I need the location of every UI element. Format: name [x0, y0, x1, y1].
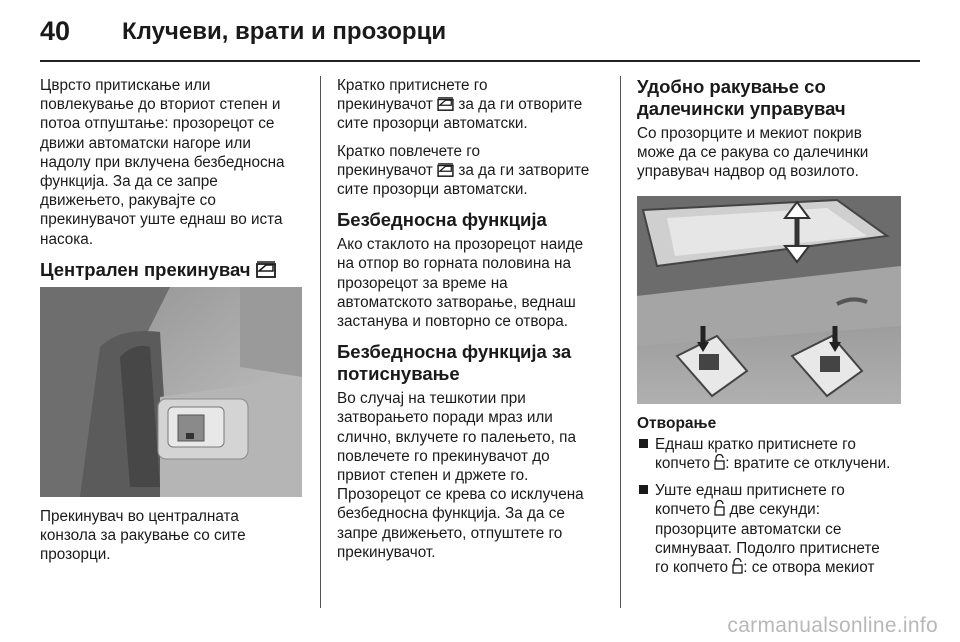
- close-paragraph: Кратко повлечете го прекинувачот за да ги затворите сите прозорци автоматски.: [337, 142, 590, 199]
- watermark: carmanualsonline.info: [727, 614, 938, 637]
- window-switch-icon: [256, 261, 276, 278]
- remote-window-figure: [637, 196, 901, 404]
- column-1: [40, 76, 308, 572]
- override-paragraph: Во случај на тешкотии при затворањето поради мраз или слично, вклучете го палењето, па повлечете го прекинувачот до првиот степен и држете го. Прозорецот се крева со исклучена безбедносна функција. За да се запре движењето, отпуштете го прекинувачот.: [337, 390, 584, 561]
- page-number: 40: [40, 16, 71, 46]
- intro-paragraph: Цврсто притискање или повлекување до вториот степен и потоа отпуштање: прозорецот се движи автоматски нагоре или надолу при вклучена безбедносна функција. За да се запре движењето, ракувајте со прекинувачот уште еднаш во иста насока.: [40, 77, 285, 248]
- window-switch-icon: [437, 163, 454, 177]
- column-divider: [620, 76, 621, 608]
- central-console-switch-figure: [40, 287, 302, 497]
- window-switch-icon: [437, 97, 454, 111]
- column-3: [637, 76, 907, 585]
- unlock-icon: [732, 558, 743, 574]
- open-paragraph: Кратко притиснете го прекинувачот за да ги отворите сите прозорци автоматски.: [337, 77, 583, 133]
- list-item: Уште еднаш притиснете го копчето две секунди: прозорците автоматски се симнуваат. Подолго притиснете го копчето : се отвора мекиот: [637, 481, 907, 577]
- page-header: [40, 14, 920, 58]
- section-heading-safety: Безбедносна функција: [337, 209, 547, 231]
- subheading-opening: Отворање: [637, 414, 717, 432]
- safety-paragraph: Ако стаклото на прозорецот наиде на отпор во горната половина на прозорецот за време на автоматското затворање, веднаш застанува и повторно се отвора.: [337, 236, 584, 331]
- unlock-icon: [714, 500, 725, 516]
- unlock-icon: [714, 454, 725, 470]
- opening-steps: [637, 435, 907, 577]
- bullet: [639, 485, 648, 494]
- page-title: Клучеви, врати и прозорци: [122, 18, 447, 45]
- section-heading-central-switch: Централен прекинувач: [40, 259, 308, 281]
- header-rule: [40, 60, 920, 62]
- section-heading-remote: Удобно ракување со далечински управувач: [637, 76, 846, 119]
- column-2: [337, 76, 605, 570]
- section-heading-override: Безбедносна функција за потиснување: [337, 341, 572, 385]
- list-item: Еднаш кратко притиснете го копчето : вратите се отклучени.: [637, 435, 907, 473]
- bullet: [639, 439, 648, 448]
- column-divider: [320, 76, 321, 608]
- figure-caption: Прекинувач во централната конзола за ракување со сите прозорци.: [40, 507, 246, 564]
- remote-intro: Со прозорците и мекиот покрив може да се ракува со далечинки управувач надвор од возилото.: [637, 125, 869, 181]
